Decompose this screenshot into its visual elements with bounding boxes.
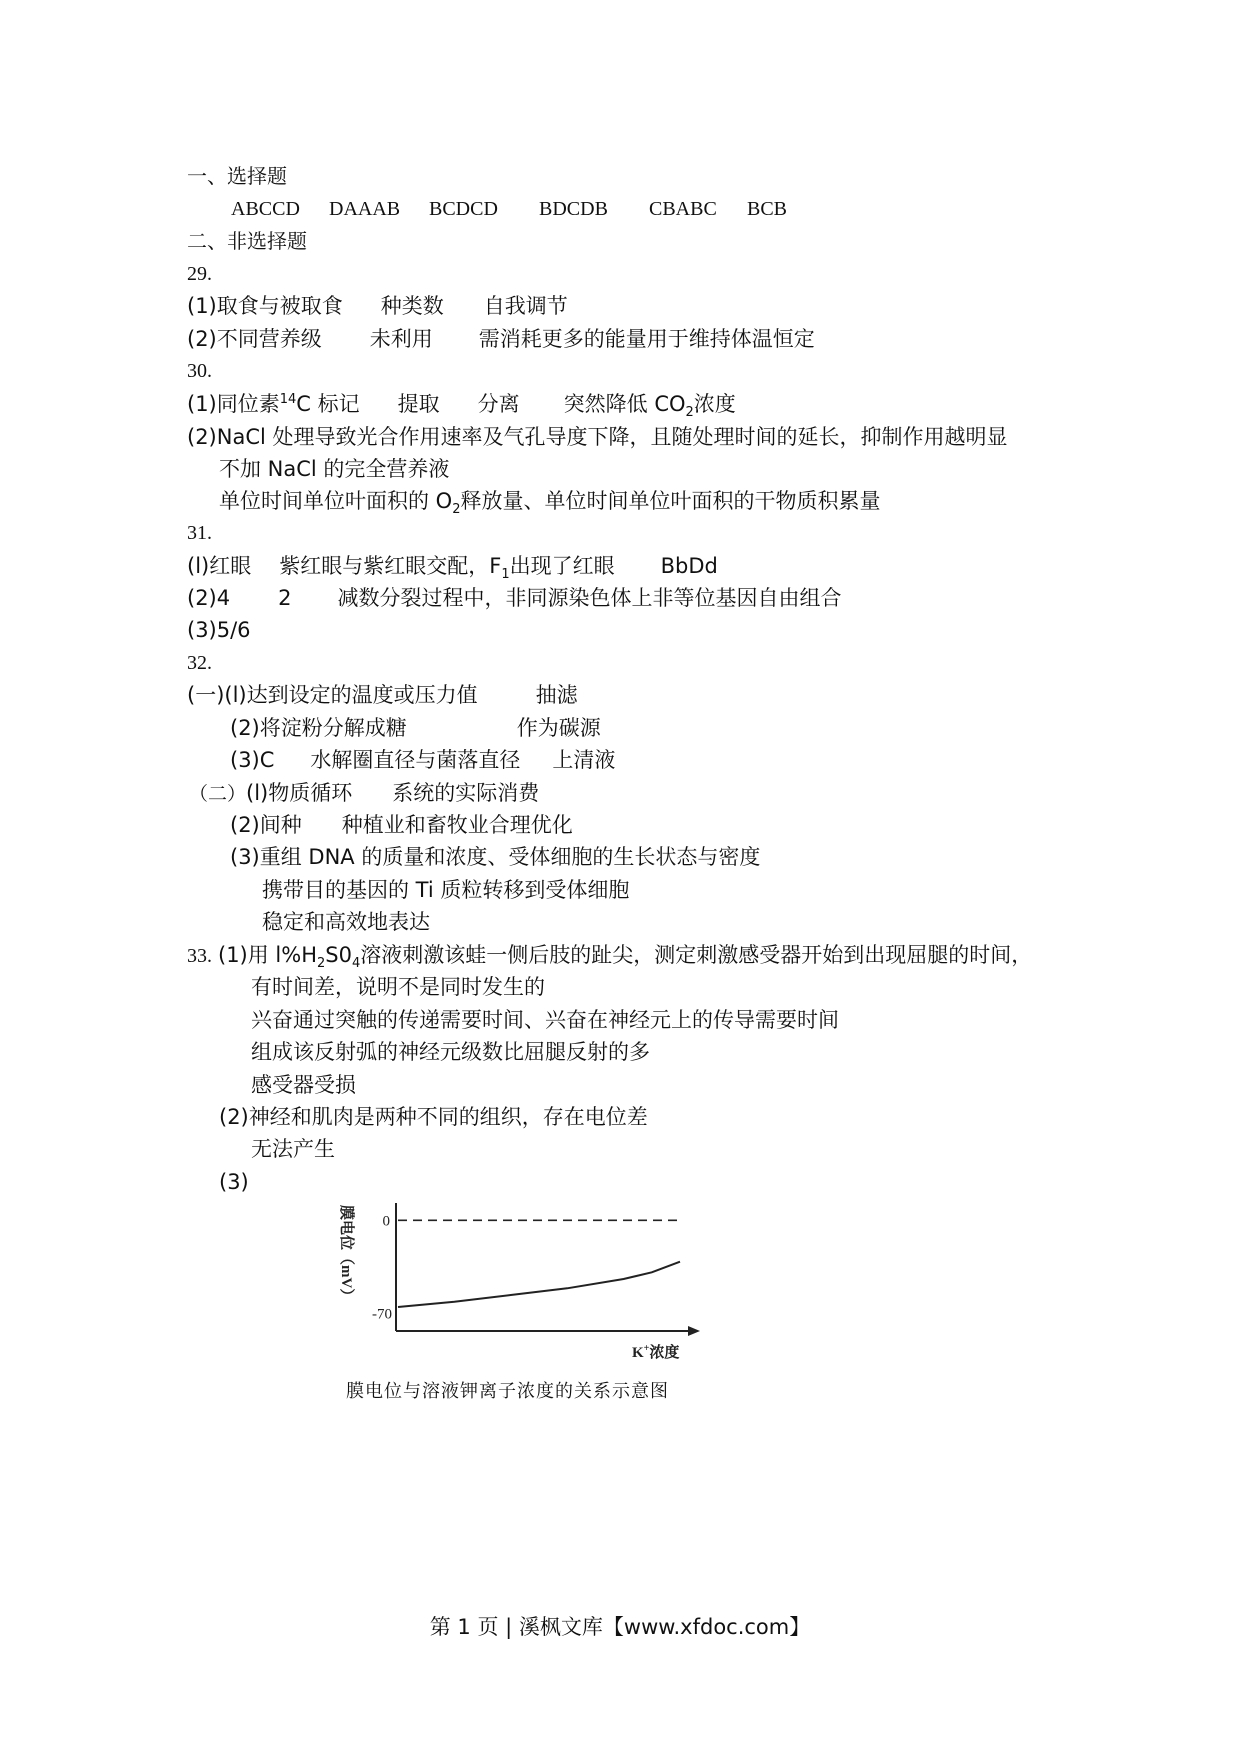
answer-group: DAAAB xyxy=(329,198,401,220)
answer-line: (2)4 2 减数分裂过程中，非同源染色体上非等位基因自由组合 xyxy=(187,586,842,610)
answer-line: (2)NaCl 处理导致光合作用速率及气孔导度下降，且随处理时间的延长，抑制作用越明显 xyxy=(187,425,1008,449)
question-number: 33. xyxy=(187,945,212,967)
x-axis-arrow xyxy=(688,1326,700,1336)
answer-line: (1)同位素$^{14}$C 标记 提取 分离 突然降低 $CO_2$浓度 xyxy=(187,392,736,421)
answer-line: (3) xyxy=(219,1170,249,1194)
y-tick-label-0: 0 xyxy=(382,1213,390,1230)
answer-line: 无法产生 xyxy=(251,1137,335,1161)
answer-group: BCB xyxy=(747,198,788,220)
answer-line: 单位时间单位叶面积的 $O_2$释放量、单位时间单位叶面积的干物质积累量 xyxy=(219,489,881,518)
answer-line: (l)红眼 紫红眼与紫红眼交配，$F_1$出现了红眼 BbDd xyxy=(187,554,718,583)
answer-line: 33. (1)用 $l\%H_2S0_4$溶液刺激该蛙一侧后肢的趾尖，测定刺激感受器开始到出现屈腿的时间， xyxy=(187,943,1033,972)
y-tick-label-neg70: -70 xyxy=(372,1306,392,1323)
answer-line: (2)间种 种植业和畜牧业合理优化 xyxy=(230,813,573,837)
answer-line: （二）(l)物质循环 系统的实际消费 xyxy=(189,781,540,805)
choice-answers xyxy=(231,195,787,223)
x-axis-label: K+浓度 xyxy=(632,1343,680,1361)
answer-line: 感受器受损 xyxy=(251,1073,356,1097)
question-number: 29. xyxy=(187,263,212,285)
question-number: 32. xyxy=(187,652,212,674)
answer-line: 有时间差，说明不是同时发生的 xyxy=(251,975,545,999)
answer-line: (2)神经和肌肉是两种不同的组织，存在电位差 xyxy=(219,1105,648,1129)
section-title-choice: 一、选择题 xyxy=(187,166,287,188)
answer-line: 组成该反射弧的神经元级数比屈腿反射的多 xyxy=(251,1040,650,1064)
page-footer: 第 1 页 | 溪枫文库【www.xfdoc.com】 xyxy=(429,1615,811,1639)
answer-line: (2)不同营养级 未利用 需消耗更多的能量用于维持体温恒定 xyxy=(187,327,815,351)
answer-group: BCDCD xyxy=(429,198,498,220)
section-title-nonchoice: 二、非选择题 xyxy=(187,231,307,253)
answer-group: CBABC xyxy=(649,198,717,220)
answer-line: (3)重组 DNA 的质量和浓度、受体细胞的生长状态与密度 xyxy=(230,845,761,869)
question-number: 30. xyxy=(187,360,212,382)
answer-group: ABCCD xyxy=(231,198,300,220)
answer-line: (一)(l)达到设定的温度或压力值 抽滤 xyxy=(187,683,578,707)
answer-group: BDCDB xyxy=(539,198,608,220)
answer-line: 兴奋通过突触的传递需要时间、兴奋在神经元上的传导需要时间 xyxy=(251,1008,839,1032)
answer-line: (2)将淀粉分解成糖 作为碳源 xyxy=(230,716,601,740)
figure-caption: 膜电位与溶液钾离子浓度的关系示意图 xyxy=(346,1381,669,1401)
answer-line: 不加 NaCl 的完全营养液 xyxy=(219,457,450,481)
answer-line: 携带目的基因的 Ti 质粒转移到受体细胞 xyxy=(262,878,630,902)
answer-line: 稳定和高效地表达 xyxy=(262,910,430,934)
answer-line: (1)取食与被取食 种类数 自我调节 xyxy=(187,294,568,318)
question-number: 31. xyxy=(187,522,212,544)
potential-curve xyxy=(398,1262,680,1307)
answer-line: (3)5/6 xyxy=(187,618,251,642)
footer-link[interactable]: www.xfdoc.com xyxy=(623,1615,790,1639)
answer-line: (3)C 水解圈直径与菌落直径 上清液 xyxy=(230,748,616,772)
y-axis-label: 膜电位（mV） xyxy=(338,1205,354,1304)
